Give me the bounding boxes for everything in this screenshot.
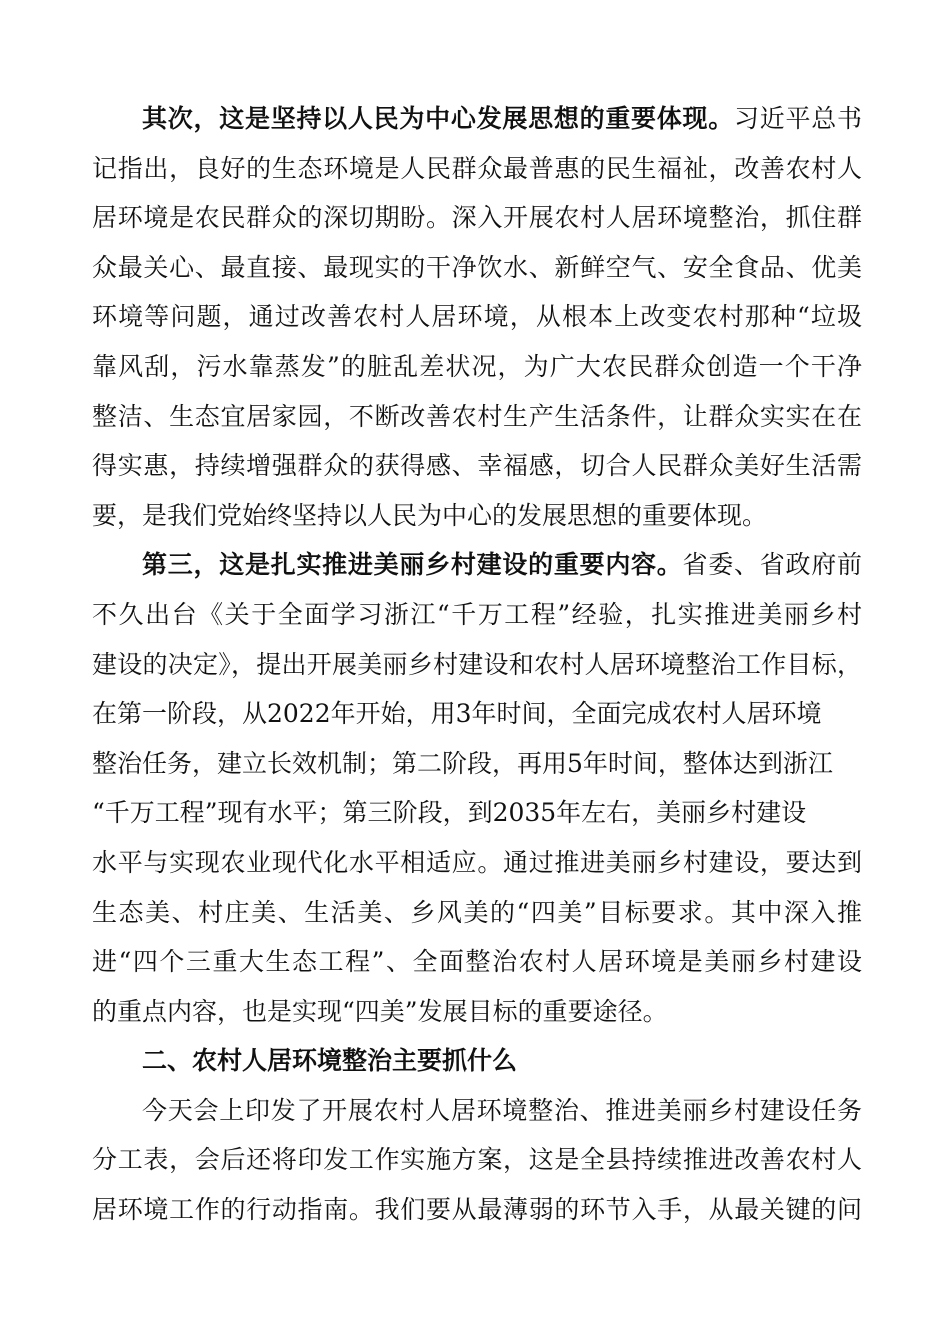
paragraph-line: 不久出台《关于全面学习浙江“千万工程”经验，扎实推进美丽乡村 xyxy=(92,599,862,629)
paragraph-line: 记指出，良好的生态环境是人民群众最普惠的民生福祉，改善农村人 xyxy=(92,153,862,183)
paragraph-line: “千万工程”现有水平；第三阶段，到2035年左右，美丽乡村建设 xyxy=(92,798,807,828)
paragraph-line xyxy=(92,540,862,590)
paragraph-line: 水平与实现农业现代化水平相适应。通过推进美丽乡村建设，要达到 xyxy=(92,847,862,877)
section-heading: 二、农村人居环境整治主要抓什么 xyxy=(142,1046,518,1076)
paragraph-line: 要，是我们党始终坚持以人民为中心的发展思想的重要体现。 xyxy=(92,500,768,530)
paragraph-line: 的重点内容，也是实现“四美”发展目标的重要途径。 xyxy=(92,996,668,1026)
paragraph-line: 居环境是农民群众的深切期盼。深入开展农村人居环境整治，抓住群 xyxy=(92,203,862,233)
document-page xyxy=(92,94,862,1235)
paragraph-line: 靠风刮，污水靠蒸发”的脏乱差状况，为广大农民群众创造一个干净 xyxy=(92,351,862,381)
text-span: 省委、省政府前 xyxy=(682,550,862,580)
paragraph-line: 整治任务，建立长效机制；第二阶段，再用5年时间，整体达到浙江 xyxy=(92,748,833,778)
paragraph-line: 居环境工作的行动指南。我们要从最薄弱的环节入手，从最关键的问 xyxy=(92,1195,862,1225)
paragraph-line: 建设的决定》，提出开展美丽乡村建设和农村人居环境整治工作目标， xyxy=(92,649,862,679)
paragraph-line: 进“四个三重大生态工程”、全面整治农村人居环境是美丽乡村建设 xyxy=(92,947,862,977)
paragraph-line: 得实惠，持续增强群众的获得感、幸福感，切合人民群众美好生活需 xyxy=(92,451,862,481)
paragraph-line xyxy=(92,94,862,144)
paragraph xyxy=(92,540,862,1036)
paragraph-line: 生态美、村庄美、生活美、乡风美的“四美”目标要求。其中深入推 xyxy=(92,897,862,927)
paragraph-line: 环境等问题，通过改善农村人居环境，从根本上改变农村那种“垃圾 xyxy=(92,302,862,332)
bold-lead: 其次，这是坚持以人民为中心发展思想的重要体现。 xyxy=(142,104,735,133)
text-span: 习近平总书 xyxy=(734,104,862,133)
paragraph-line: 今天会上印发了开展农村人居环境整治、推进美丽乡村建设任务 xyxy=(142,1095,862,1125)
paragraph xyxy=(92,94,862,540)
paragraph-line: 整洁、生态宜居家园，不断改善农村生产生活条件，让群众实实在在 xyxy=(92,401,862,431)
paragraph-line: 在第一阶段，从2022年开始，用3年时间，全面完成农村人居环境 xyxy=(92,699,822,729)
paragraph-line: 众最关心、最直接、最现实的干净饮水、新鲜空气、安全食品、优美 xyxy=(92,252,862,282)
paragraph-line: 分工表，会后还将印发工作实施方案，这是全县持续推进改善农村人 xyxy=(92,1145,862,1175)
bold-lead: 第三，这是扎实推进美丽乡村建设的重要内容。 xyxy=(142,550,683,580)
paragraph xyxy=(92,1086,862,1235)
